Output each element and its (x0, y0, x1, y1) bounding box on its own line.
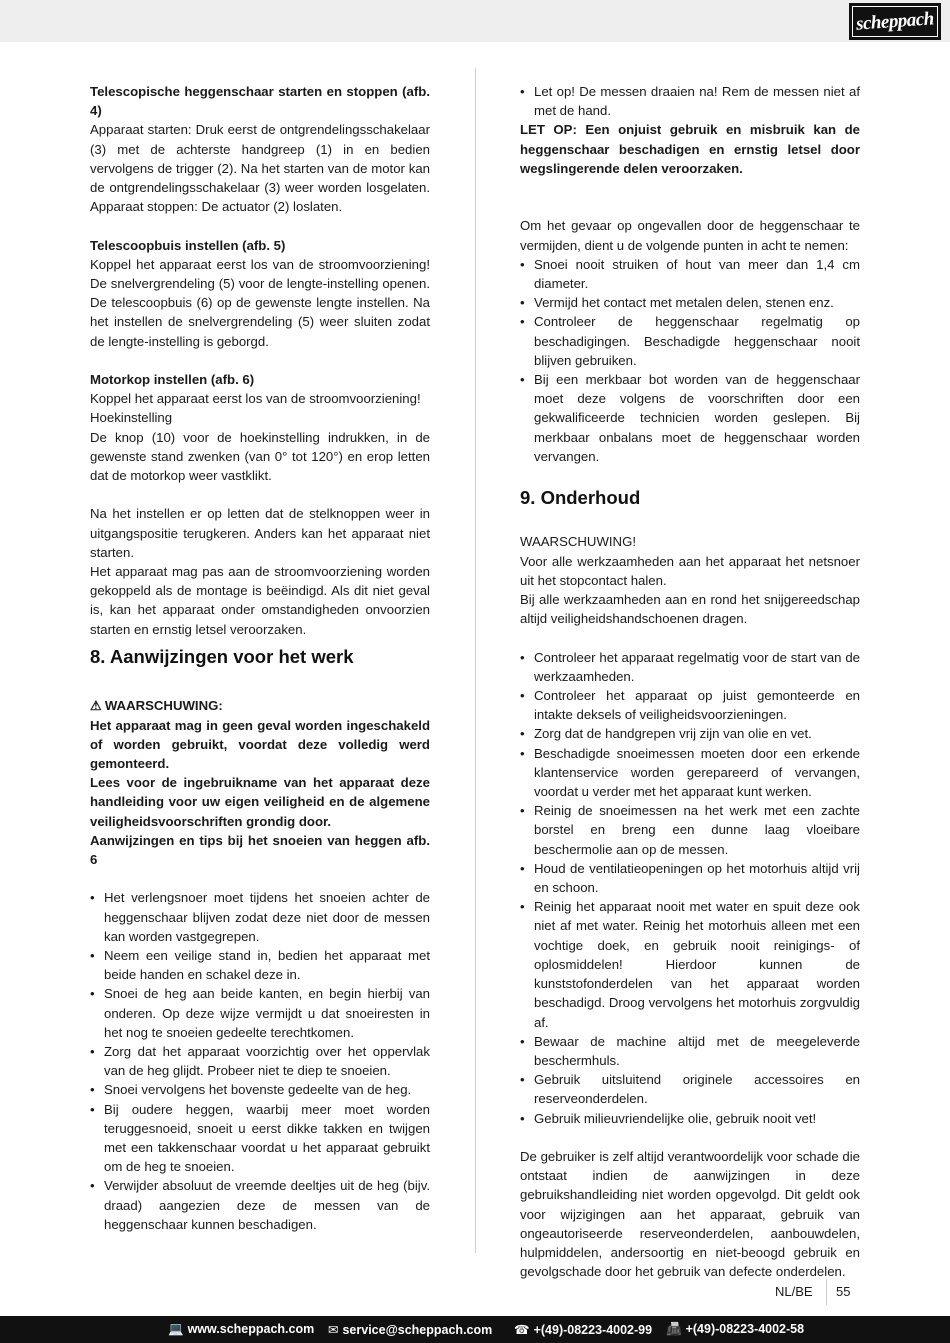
logo-text: scheppach (855, 7, 935, 35)
tips-list (90, 888, 430, 1234)
fax-icon: 📠 (666, 1322, 682, 1336)
list-item: • Vermijd het contact met metalen delen, stenen enz. (520, 293, 860, 312)
footer-bar (0, 1316, 950, 1343)
heading-section-9: 9. Onderhoud (520, 487, 641, 509)
start-stop-body: Apparaat starten: Druk eerst de ontgrendelingsschakelaar (3) met de achterste handgreep (1) in en bedien vervolgens de trigger (2). Na het starten van de motor kan de ontgrendelingsschakelaar (3) weer worden losgelaten. Apparaat stoppen: De actuator (2) loslaten. (90, 122, 430, 215)
list-item: • Snoei nooit struiken of hout van meer dan 1,4 cm diameter. (520, 255, 860, 293)
motorhead-line-1: Koppel het apparaat eerst los van de stroomvoorziening! (90, 391, 421, 407)
footer-fax: 📠 +(49)-08223-4002-58 (666, 1322, 805, 1336)
page-number-block (760, 1282, 860, 1302)
accident-list (520, 255, 860, 466)
list-item: • Reinig het apparaat nooit met water en spuit deze ook niet af met water. Reinig het motorhuis alleen met een vochtige doek, en gebruik nooit reinigings- of oplosmiddelen! Hierdoor kunnen de kunststofonderdelen van het apparaat worden beschadigd. Droog vervolgens het motorhuis zorgvuldig af. (520, 897, 860, 1031)
warning-label: WAARSCHUWING: (104, 698, 223, 714)
list-item: • Zorg dat de handgrepen vrij zijn van olie en vet. (520, 724, 860, 743)
liability-paragraph: De gebruiker is zelf altijd verantwoordelijk voor schade die ontstaat indien de aanwijzingen in deze gebruikshandleiding niet worden opgevolgd. Dit geldt ook voor wijzigingen aan het apparaat, gebruik van ongeautoriseerde reserveonderdelen, aanbouwdelen, hulpmiddelen, andersoortig en niet-beoogd gebruik en gevolgschade door het gebruik van defecte onderdelen. (520, 1148, 860, 1280)
motorhead-line-2: Hoekinstelling (90, 410, 173, 426)
warning-text-1: Het apparaat mag in geen geval worden ingeschakeld of worden gebruikt, voordat deze volledig werd gemonteerd. (90, 717, 430, 772)
motorhead-line-3: De knop (10) voor de hoekinstelling indrukken, in de gewenste stand zwenken (van 0° tot 120°) en erop letten dat de motorkop weer vastklikt. (90, 429, 430, 484)
footer-email[interactable]: ✉ service@scheppach.com (328, 1323, 493, 1337)
maintenance-warning-2: Bij alle werkzaamheden aan en rond het snijgereedschap altijd veiligheidshandschoenen dragen. (520, 592, 860, 627)
tips-title: Aanwijzingen en tips bij het snoeien van heggen afb. 6 (90, 832, 430, 868)
footer-phone[interactable]: ☎ +(49)-08223-4002-99 (514, 1323, 653, 1337)
list-item: • Controleer het apparaat regelmatig voor de start van de werkzaamheden. (520, 648, 860, 686)
computer-icon: 💻 (168, 1322, 184, 1336)
left-column (90, 82, 430, 1234)
accident-intro: Om het gevaar op ongevallen door de heggenschaar te vermijden, dient u de volgende punten in acht te nemen: (520, 218, 860, 253)
list-item: • Bij oudere heggen, waarbij meer moet worden teruggesnoeid, snoeit u eerst dikke takken en twijgen met een takkenschaar voordat u het apparaat gebruikt om de heg te snoeien. (90, 1100, 430, 1177)
motorhead-para-3: Het apparaat mag pas aan de stroomvoorziening worden gekoppeld als de montage is beëindigd. Als dit niet geval is, kan het apparaat onder omstandigheden onvoorzien starten en ernstig letsel veroorzaken. (90, 564, 430, 637)
list-item: • Controleer de heggenschaar regelmatig op beschadigingen. Beschadigde heggenschaar nooit blijven gebruiken. (520, 312, 860, 370)
maintenance-warning-1: Voor alle werkzaamheden aan het apparaat het netsnoer uit het stopcontact halen. (520, 553, 860, 588)
letop-notice: LET OP: Een onjuist gebruik en misbruik kan de heggenschaar beschadigen en ernstig letsel door wegslingerende delen veroorzaken. (520, 122, 860, 176)
right-column (520, 82, 860, 1281)
page-number: 55 (836, 1284, 851, 1299)
list-item: • Reinig de snoeimessen na het werk met een zachte borstel en breng een dunne laag vloeibare beschermolie aan op de messen. (520, 801, 860, 859)
section-title-start-stop: Telescopische heggenschaar starten en stoppen (afb. 4) (90, 84, 430, 119)
language-code: NL/BE (775, 1284, 813, 1299)
top-list (520, 82, 860, 120)
list-item: • Gebruik uitsluitend originele accessoires en reserveonderdelen. (520, 1070, 860, 1108)
warning-triangle-icon: ⚠ (90, 698, 102, 714)
column-divider (475, 68, 476, 1253)
maintenance-list (520, 648, 860, 1128)
envelope-icon: ✉ (328, 1323, 339, 1337)
top-bar (0, 0, 950, 42)
list-item: • Zorg dat het apparaat voorzichtig over het oppervlak van de heg glijdt. Probeer niet te diep te snoeien. (90, 1042, 430, 1080)
list-item: • Let op! De messen draaien na! Rem de messen niet af met de hand. (520, 82, 860, 120)
list-item: • Het verlengsnoer moet tijdens het snoeien achter de heggenschaar blijven zodat deze niet door de messen kan worden vastgegrepen. (90, 888, 430, 946)
maintenance-warning-label: WAARSCHUWING! (520, 534, 636, 550)
list-item: • Beschadigde snoeimessen moeten door een erkende klantenservice worden gerepareerd of vervangen, voordat u verder met het apparaat kunt werken. (520, 744, 860, 802)
section-title-telescope: Telescoopbuis instellen (afb. 5) (90, 237, 286, 253)
section-title-motorhead: Motorkop instellen (afb. 6) (90, 372, 255, 388)
page-number-divider (826, 1279, 827, 1305)
list-item: • Controleer het apparaat op juist gemonteerde en intakte deksels of veiligheidsvoorzieningen. (520, 686, 860, 724)
list-item: • Houd de ventilatieopeningen op het motorhuis altijd vrij en schoon. (520, 859, 860, 897)
heading-section-8: 8. Aanwijzingen voor het werk (90, 645, 354, 667)
list-item: • Neem een veilige stand in, bedien het apparaat met beide handen en schakel deze in. (90, 946, 430, 984)
list-item: • Snoei vervolgens het bovenste gedeelte van de heg. (90, 1080, 430, 1099)
list-item: • Bewaar de machine altijd met de meegeleverde beschermhuls. (520, 1032, 860, 1070)
list-item: • Verwijder absoluut de vreemde deeltjes uit de heg (bijv. draad) aangezien deze de messen van de heggenschaar kunnen beschadigen. (90, 1176, 430, 1234)
footer-website[interactable]: 💻 www.scheppach.com (168, 1322, 315, 1336)
list-item: • Snoei de heg aan beide kanten, en begin hierbij van onderen. Op deze wijze vermijdt u dat snoeiresten in het nog te snoeien gedeelte terechtkomen. (90, 984, 430, 1042)
warning-text-2: Lees voor de ingebruikname van het apparaat deze handleiding voor uw eigen veiligheid en de algemene veiligheidsvoorschriften grondig door. (90, 775, 430, 829)
list-item: • Gebruik milieuvriendelijke olie, gebruik nooit vet! (520, 1109, 860, 1128)
phone-icon: ☎ (514, 1323, 530, 1337)
motorhead-para-2: Na het instellen er op letten dat de stelknoppen weer in uitgangspositie terugkeren. Anders kan het apparaat niet starten. (90, 506, 430, 560)
telescope-body: Koppel het apparaat eerst los van de stroomvoorziening! De snelvergrendeling (5) voor de lengte-instelling openen. De telescoopbuis (6) op de gewenste lengte instellen. Na het instellen de snelvergrendeling (5) weer sluiten zodat de lengte-instelling is geborgd. (90, 256, 430, 349)
list-item: • Bij een merkbaar bot worden van de heggenschaar moet deze volgens de voorschriften door een gekwalificeerde technicien worden geslepen. Bij merkbaar onbalans moet de heggenschaar worden vervangen. (520, 370, 860, 466)
scheppach-logo (849, 3, 941, 40)
